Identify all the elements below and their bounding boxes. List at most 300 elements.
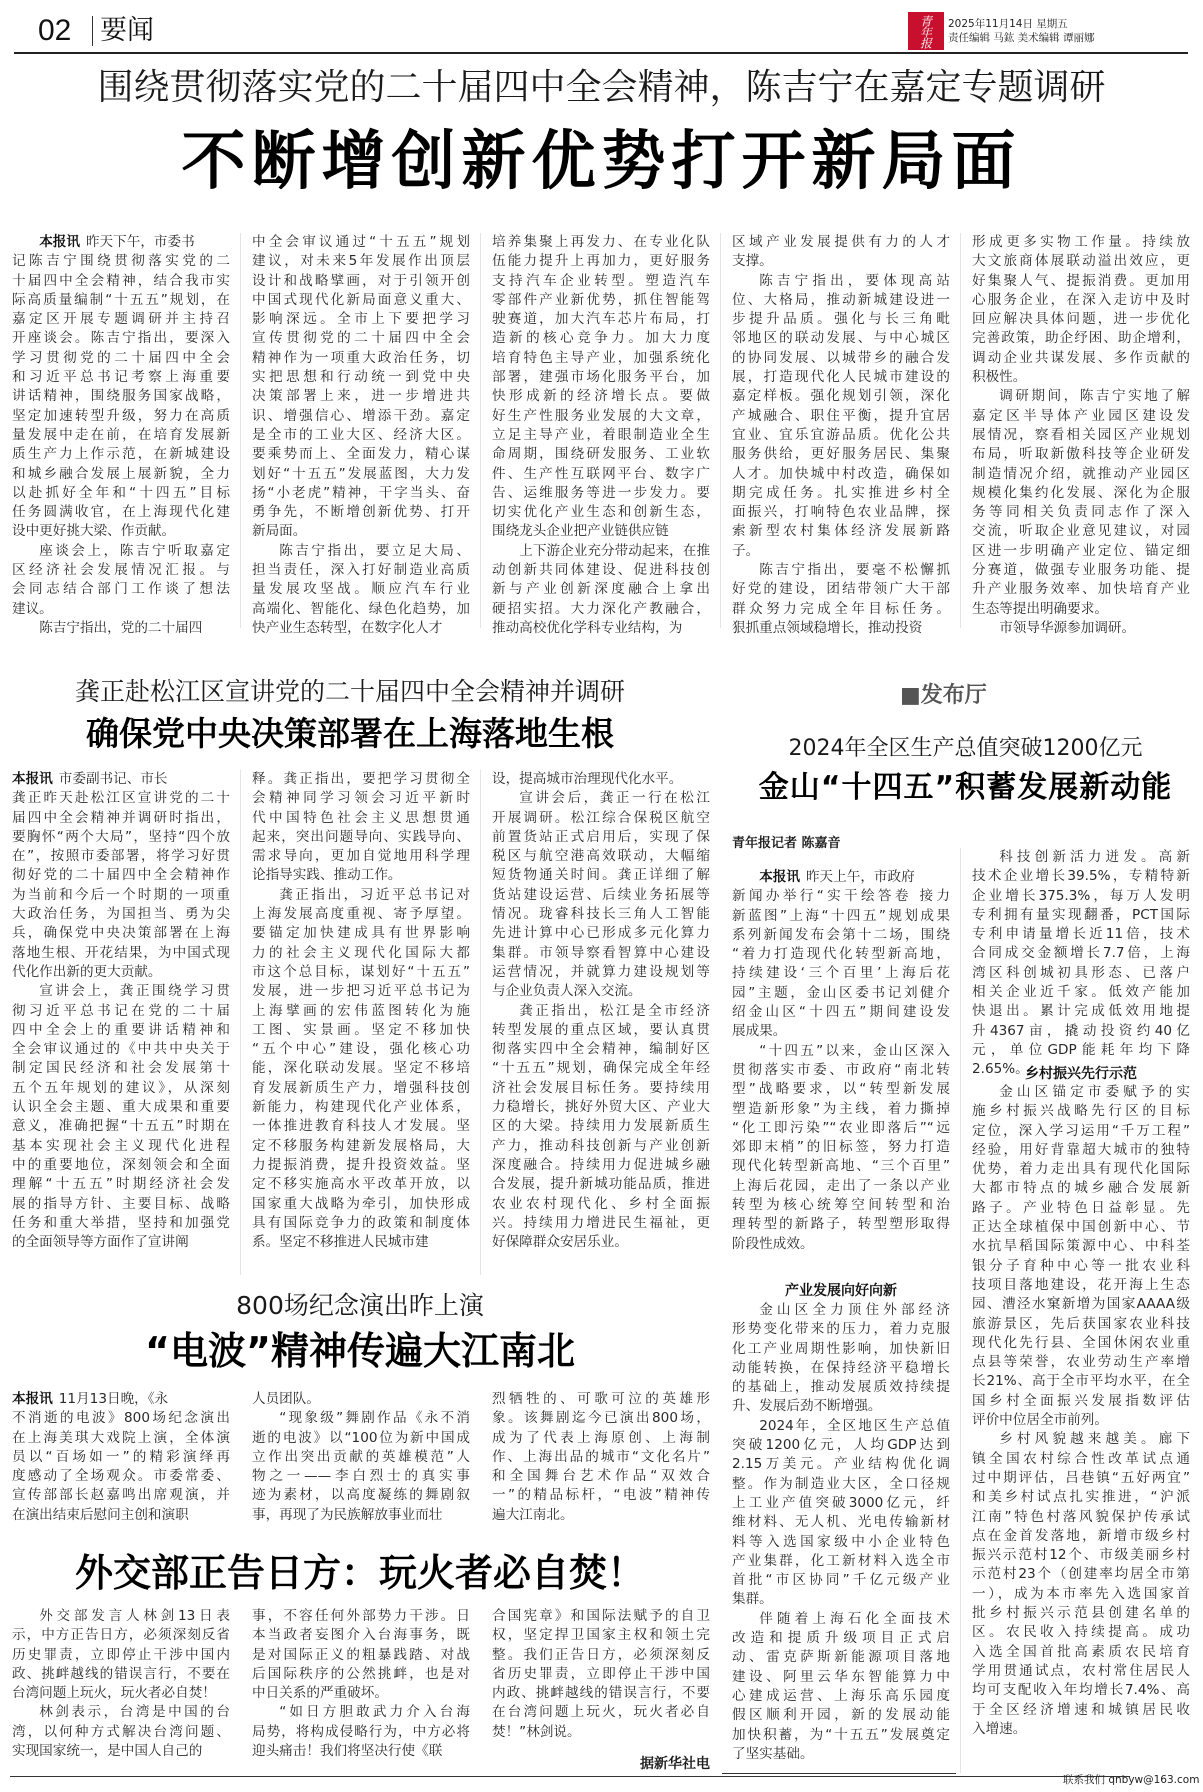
story5-subhead-2: 乡村振兴先行示范	[1025, 1066, 1137, 1082]
text-line: 内政、挑衅越线的错误言行，不要	[492, 1685, 710, 1702]
text-line: 育发展新质生产力，增强科技创	[252, 1079, 470, 1096]
text-line: 在上海美琪大戏院上演，全体演	[12, 1429, 230, 1446]
text-line: 大政治任务，为国担当、勇为尖	[12, 906, 230, 923]
text-line: 本报讯 昨天下午，市委书	[39, 234, 195, 250]
text-line: 镇全国农村综合性改革试点通	[972, 1450, 1190, 1467]
text-line: 形势变化带来的压力，着力克服	[732, 1321, 950, 1338]
text-line: 的协同发展、以城带乡的融合发	[732, 349, 950, 366]
text-line: 政、挑衅越线的错误言行，不要在	[12, 1665, 230, 1682]
text-line: 人才。加快城中村改造，确保如	[732, 465, 950, 482]
text-line: “着力打造现代化转型新高地，	[732, 946, 950, 963]
text-line: 扬“小老虎”精神，干字当头、奋	[252, 484, 470, 501]
text-line: 长21%、高于全市平均水平，在全	[972, 1373, 1190, 1390]
text-line: “如日方胆敢武力介入台海	[279, 1704, 470, 1721]
text-line: 过中期评估，吕巷镇“五好两宜”	[972, 1469, 1190, 1486]
story5-column	[972, 848, 1190, 1080]
text-line: 上海后花园，走出了一条以产业	[732, 1177, 950, 1194]
text-line: 升、发展后劲不断增强。	[732, 1398, 882, 1415]
story5-headline: 金山“十四五”积蓄发展新动能	[758, 770, 1173, 805]
contact-email[interactable]: 联系我们 qnbyw@163.com	[1063, 1774, 1200, 1786]
text-line: 上下游企业充分带动起来，在推	[519, 542, 710, 559]
story2-headline: 确保党中央决策部署在上海落地生根	[86, 714, 614, 753]
text-line: 设，提高城市治理现代化水平。	[492, 771, 683, 787]
text-line: 以赴抓好全年和“十四五”目标	[12, 484, 230, 501]
text-line: 塑造新形象”为主线，着力撕掉	[732, 1100, 950, 1117]
text-line: 嘉定区半导体产业园区建设发	[972, 407, 1190, 424]
story1-column	[732, 233, 950, 638]
text-line: 人员团队。	[252, 1391, 320, 1407]
text-line: 会同志结合部门工作谈了想法	[12, 581, 230, 598]
text-line: 交流，听取企业意见建议，对园	[972, 523, 1190, 540]
text-line: 四中全会上的重要讲话精神和	[12, 1021, 230, 1038]
text-line: 旅游景区，先后获国家农业科技	[972, 1315, 1190, 1332]
text-line: 陈吉宁指出，要立足大局、	[279, 542, 470, 559]
text-line: 中全会审议通过“十五五”规划	[252, 234, 470, 250]
text-line: 逝的电波》以“100位为新中国成	[252, 1429, 470, 1446]
text-line: 首批“市区协同”千亿元级产业	[732, 1572, 950, 1589]
text-line: 索新型农村集体经济发展新路	[732, 523, 950, 540]
text-line: “现象级”舞剧作品《永不消	[279, 1410, 470, 1427]
text-line: 国家重大战略为牵引，加快形成	[252, 1195, 470, 1212]
text-line: 兴。持续用力增进民生福祉，更	[492, 1214, 710, 1231]
text-line: 要胸怀“两个大局”，坚持“四个放	[12, 828, 230, 845]
text-line: 零部件产业新优势，抓住智能驾	[492, 291, 710, 308]
text-line: 假区顺利开园，新的发展动能	[732, 1707, 950, 1724]
story4-headline: 外交部正告日方：玩火者必自焚！	[74, 1551, 645, 1595]
text-line: 上工业产值突破3000亿元，纤	[732, 1494, 950, 1511]
text-line: 能，深化联动发展。坚定不移培	[252, 1060, 470, 1077]
text-line: 宣讲会上，龚正围绕学习贯	[39, 983, 230, 1000]
text-line: 量发展攻坚战。顺应汽车行业	[252, 581, 470, 598]
text-line: 区经济社会发展情况汇报。与	[12, 562, 230, 579]
text-line: 入选全国首批高素质农民培育	[972, 1643, 1190, 1660]
text-line: 展的指导方针、主要目标、战略	[12, 1195, 230, 1212]
text-line: 转型发展的重点区域，要认真贯	[492, 1021, 710, 1038]
story3-headline: “电波”精神传遍大江南北	[145, 1329, 575, 1373]
text-line: 本当政者妄图介入台海事务，既	[252, 1627, 470, 1644]
text-line: 本报讯 11月13日晚，《永	[12, 1391, 169, 1407]
text-line: 贯彻落实市委、市政府“南北转	[732, 1061, 950, 1078]
text-line: 阶段性成效。	[732, 1235, 814, 1252]
text-line: 要锚定加快建成具有世界影响	[252, 925, 470, 942]
text-line: 省历史罪责，立即停止干涉中国	[492, 1665, 710, 1682]
text-line: 料等入选国家级中小企业特色	[732, 1533, 950, 1550]
text-line: 2024年，全区地区生产总值	[759, 1417, 950, 1434]
text-line: 具有国际竞争力的政策和制度体	[252, 1214, 470, 1231]
text-line: 制定国民经济和社会发展第十	[12, 1060, 230, 1077]
text-line: 合同成交金额增长7.7倍，上海	[972, 945, 1190, 962]
text-line: 形成更多实物工作量。持续放	[972, 234, 1190, 250]
text-line: 好集聚人气、提振消费。更加用	[972, 272, 1190, 289]
text-line: 建议。	[12, 600, 53, 617]
text-line: 和城乡融合发展上展新貌，全力	[12, 465, 230, 482]
text-line: 湾区科创城初具形态、已落户	[972, 964, 1190, 981]
text-line: 技术企业增长39.5%，专精特新	[972, 868, 1190, 885]
section-separator	[92, 16, 93, 46]
text-line: 精神作为一项重大政治任务，切	[252, 349, 470, 366]
text-line: 于全区经济增速和城镇居民收	[972, 1701, 1190, 1718]
text-line: 系列新闻发布会第十二场，围绕	[732, 926, 950, 943]
text-line: 影响深远。全市上下要把学习	[252, 311, 470, 328]
text-line: 量发展中走在前，在培育发展新	[12, 426, 230, 443]
text-line: 建设、阿里云华东智能算力中	[732, 1668, 950, 1685]
text-line: 记陈吉宁围绕贯彻落实党的二	[12, 253, 230, 270]
story3-column	[492, 1390, 710, 1525]
text-line: 突破1200亿元，人均GDP达到	[732, 1437, 950, 1454]
story4-column	[12, 1607, 230, 1761]
text-line: 定不移实施高水平改革开放，以	[252, 1176, 470, 1193]
text-line: 嘉定区开展专题调研并主持召	[12, 311, 230, 328]
text-line: 新能力，构建现代化产业体系，	[252, 1099, 470, 1116]
text-line: 任务圆满收官，在上海现代化建	[12, 504, 230, 521]
text-line: 整。我们正告日方，必须深刻反	[492, 1646, 710, 1663]
text-line: 优势，着力走出具有现代化国际	[972, 1161, 1190, 1178]
text-line: 产业集群，化工新材料入选全市	[732, 1552, 950, 1569]
column-divider	[240, 233, 241, 628]
text-line: 实现国家统一，是中国人自己的	[12, 1743, 203, 1760]
text-line: 理转型的新路子，转型塑形取得	[732, 1216, 950, 1233]
text-line: 代化作出新的更大贡献。	[12, 963, 162, 980]
text-line: 期完成任务。扎实推进乡村全	[732, 484, 950, 501]
text-line: 度感动了全场观众。市委常委、	[12, 1468, 230, 1485]
page-number: 02	[38, 14, 72, 47]
text-line: 外交部发言人林剑13日表	[39, 1608, 230, 1624]
text-line: 先进计算中心已形成多元化算力	[492, 925, 710, 942]
newspaper-logo: 青年报	[908, 12, 944, 50]
text-line: “五个中心”建设，强化核心功	[252, 1041, 470, 1058]
column-divider	[480, 770, 481, 1275]
text-line: 税区与航空港高效联动，大幅缩	[492, 848, 710, 865]
text-line: 造新的核心竞争力。加大力度	[492, 330, 710, 347]
text-line: 学用贯通试点，农村常住居民人	[972, 1662, 1190, 1679]
text-line: 系。坚定不移推进人民城市建	[252, 1234, 429, 1251]
text-line: 务等同相关负责同志作了深入	[972, 504, 1190, 521]
text-line: 际高质量编制“十五五”规划，在	[12, 291, 230, 308]
text-line: 振兴示范村12个、市级美丽乡村	[972, 1547, 1190, 1564]
text-line: 深度融合。持续用力促进城乡融	[492, 1156, 710, 1173]
text-line: 加快积蓄，为“十五五”发展奠定	[732, 1726, 950, 1743]
text-line: 烈牺牲的、可歌可泣的英雄形	[492, 1391, 710, 1407]
text-line: 意义，准确把握“十五五”时期在	[12, 1118, 230, 1135]
dateline-lead: 本报讯	[39, 234, 80, 250]
text-line: 迎头痛击！我们将坚决行使《联	[252, 1743, 443, 1760]
story1-column	[252, 233, 470, 638]
text-line: 分赛道，做强专业服务功能、提	[972, 562, 1190, 579]
text-line: 一），成为本市率先入选国家首	[972, 1585, 1190, 1602]
text-line: 立作出突出贡献的英雄模范”人	[252, 1448, 470, 1465]
story5-kicker: 2024年全区生产总值突破1200亿元	[788, 736, 1143, 761]
text-line: 规模化集约化发展、深化为企服	[972, 484, 1190, 501]
text-line: 示，中方正告日方，必须深刻反省	[12, 1627, 230, 1644]
text-line: 和习近平总书记考察上海重要	[12, 369, 230, 386]
text-line: 中国式现代化新局面意义重大、	[252, 291, 470, 308]
text-line: 示范村23个（创建率均居全市第	[972, 1566, 1190, 1583]
story4-source: 据新华社电	[640, 1756, 710, 1772]
text-line: 象。该舞剧迄今已演出800场，	[492, 1410, 710, 1427]
text-line: 作、上海出品的城市“文化名片”	[492, 1448, 710, 1465]
column-divider	[240, 770, 241, 1275]
text-line: 好党的建设，团结带领广大干部	[732, 581, 950, 598]
text-line: 讲话精神，围绕服务国家战略，	[12, 388, 230, 405]
text-line: 大文旅商体展联动溢出效应，更	[972, 253, 1190, 270]
text-line: 改造和提质升级项目正式启	[732, 1630, 950, 1647]
text-line: 快产业生态转型，在数字化人才	[252, 619, 443, 636]
text-line: 会精神同学习领会习近平新时	[252, 790, 470, 807]
text-line: 路子。产业特色日益彰显。先	[972, 1199, 1190, 1216]
text-line: 货站建设运营、后续业务拓展等	[492, 886, 710, 903]
text-line: 员以“百场如一”的精彩演绎再	[12, 1448, 230, 1465]
text-line: 银分子育种中心等一批农业科	[972, 1257, 1190, 1274]
text-line: 心建成运营、上海乐高乐园度	[732, 1687, 950, 1704]
story2-column	[252, 770, 470, 1252]
text-line: 型”战略要求，以“转型新发展	[732, 1081, 950, 1098]
text-line: 绍金山区“十四五”期间建设发	[732, 1004, 950, 1021]
text-line: 好保障群众安居乐业。	[492, 1234, 628, 1251]
story5-column	[732, 1301, 950, 1764]
editors-credit: 责任编辑 马鈜 美术编辑 谭丽娜	[948, 32, 1095, 44]
text-line: 产力，推动科技创新与产业创新	[492, 1137, 710, 1154]
text-line: 在”，按照市委部署，将学习好贯	[12, 848, 230, 865]
text-line: 专利拥有量实现翻番，PCT国际	[972, 906, 1190, 923]
section-name: 要闻	[100, 15, 154, 46]
text-line: 了坚实基础。	[732, 1745, 814, 1762]
text-line: 展，打造现代化人民城市建设的	[732, 369, 950, 386]
text-line: 施乡村振兴战略先行区的目标	[972, 1103, 1190, 1120]
text-line: 新局面。	[252, 523, 307, 540]
column-divider	[720, 233, 721, 628]
text-line: 区的大梁。持续用力发展新质生	[492, 1118, 710, 1135]
text-line: 化工产业周期性影响，加快新旧	[732, 1340, 950, 1357]
text-line: 推动高校优化学科专业结构，为	[492, 619, 683, 636]
text-line: 快退出。累计完成低效用地提	[972, 1003, 1190, 1020]
text-line: 经验，用好背靠超大城市的独特	[972, 1141, 1190, 1158]
text-line: 与企业负责人深入交流。	[492, 983, 642, 1000]
text-line: 论指导实践、推动工作。	[252, 867, 402, 884]
text-line: 升产业服务效率、加快培育产业	[972, 581, 1190, 598]
text-line: 的全面领导等方面作了宣讲阐	[12, 1234, 189, 1251]
text-line: 兵，确保党中央决策部署在上海	[12, 925, 230, 942]
text-line: 国乡村全面振兴发展指数评估	[972, 1392, 1190, 1409]
text-line: 工图、实景画。坚定不移加快	[252, 1021, 470, 1038]
text-line: 命周期，围绕研发服务、工业软	[492, 446, 710, 463]
text-line: 件、生产性互联网平台、数字广	[492, 465, 710, 482]
text-line: 评价中位居全市前列。	[972, 1412, 1108, 1429]
text-line: 心服务企业，在深入走访中及时	[972, 291, 1190, 308]
text-line: 台湾问题上玩火，玩火者必自焚！	[12, 1685, 216, 1702]
text-line: 培养集聚上再发力、在专业化队	[492, 234, 710, 250]
text-line: 企业增长375.3%，每万人发明	[972, 887, 1190, 904]
text-line: 济社会发展目标任务。要持续用	[492, 1079, 710, 1096]
text-line: 湾，以何种方式解决台湾问题、	[12, 1723, 230, 1740]
text-line: 硬招实招。大力深化产教融合，	[492, 600, 710, 617]
story3-kicker: 800场纪念演出昨上演	[236, 1291, 484, 1320]
text-line: 代中国特色社会主义思想贯通	[252, 809, 470, 826]
text-line: 切实优化产业生态和创新生态，	[492, 504, 710, 521]
text-line: 释。龚正指出，要把学习贯彻全	[252, 771, 470, 787]
text-line: 群众努力完成全年目标任务。	[732, 600, 950, 617]
text-line: 短货物通关时间。龚正详细了解	[492, 867, 710, 884]
text-line: 划好“十五五”发展蓝图，大力发	[252, 465, 470, 482]
text-line: 是对国际正义的粗暴践踏、对战	[252, 1646, 470, 1663]
text-line: 点在金首发落地，新增市级乡村	[972, 1527, 1190, 1544]
text-line: 事，再现了为民族解放事业而壮	[252, 1506, 443, 1523]
text-line: 开展调研。松江综合保税区航空	[492, 809, 710, 826]
text-line: 市领导华源参加调研。	[999, 619, 1136, 636]
text-line: 宜业、宜乐宜游品质。优化公共	[732, 426, 950, 443]
text-line: 合国宪章》和国际法赋予的自卫	[492, 1608, 710, 1624]
text-line: 整。作为制造业大区，全口径规	[732, 1475, 950, 1492]
text-line: 龚正指出，松江是全市经济	[519, 1002, 710, 1019]
text-line: 升4367亩，撬动投资约40亿	[972, 1022, 1190, 1039]
text-line: 点县等荣誉，农业劳动生产率增	[972, 1354, 1190, 1371]
text-line: 园”主题，金山区委书记刘健介	[732, 984, 950, 1001]
text-line: 技项目落地建设，花开海上生态	[972, 1276, 1190, 1293]
text-line: 部署，建强市场化服务平台，加	[492, 369, 710, 386]
text-line: 的基础上，推动发展质效持续提	[732, 1379, 950, 1396]
story5-column	[972, 1083, 1190, 1739]
text-line: 支撑。	[732, 253, 773, 270]
story1-column	[12, 233, 230, 638]
story4-column	[492, 1607, 710, 1742]
text-line: 集群。	[732, 1591, 773, 1608]
text-line: 上海擘画的宏伟蓝图转化为施	[252, 1002, 470, 1019]
story1-kicker: 围绕贯彻落实党的二十届四中全会精神，陈吉宁在嘉定专题调研	[97, 67, 1106, 108]
text-line: 宣传贯彻党的二十届四中全会	[252, 330, 470, 347]
text-line: 迹为素材，以高度凝练的舞剧叙	[252, 1487, 470, 1504]
text-line: 本报讯 昨天上午，市政府	[759, 869, 915, 885]
text-line: 立足主导产业，着眼制造业全生	[492, 426, 710, 443]
text-line: 快形成新的经济增长点。要做	[492, 388, 710, 405]
text-line: 林剑表示，台湾是中国的台	[39, 1704, 230, 1721]
text-line: 现代化转型新高地、“三个百里”	[732, 1158, 950, 1175]
text-line: 调动企业共谋发展、多作贡献的	[972, 349, 1190, 366]
text-line: 动创新共同体建设、促进科技创	[492, 562, 710, 579]
text-line: 本报讯 市委副书记、市长	[12, 771, 168, 787]
text-line: 前置货站正式启用后，实现了保	[492, 828, 710, 845]
text-line: 新与产业创新深度融合上拿出	[492, 581, 710, 598]
text-line: 驶赛道，加大汽车芯片布局，打	[492, 311, 710, 328]
text-line: 和美乡村试点扎实推进，“沪派	[972, 1489, 1190, 1506]
text-line: 面振兴，打响特色农业品牌，探	[732, 504, 950, 521]
text-line: 培育特色主导产业，加强系统化	[492, 349, 710, 366]
text-line: 集群。市领导察看智算中心建设	[492, 944, 710, 961]
text-line: 区域产业发展提供有力的人才	[732, 234, 950, 250]
dateline-lead: 本报讯	[12, 1391, 53, 1407]
text-line: 陈吉宁指出，要毫不松懈抓	[759, 562, 950, 579]
text-line: 中的重要地位，深刻领会和全面	[12, 1156, 230, 1173]
issue-date: 2025年11月14日 星期五	[948, 18, 1068, 30]
column-divider	[480, 233, 481, 628]
text-line: 子。	[732, 542, 760, 559]
story2-kicker: 龚正赴松江区宣讲党的二十届四中全会精神并调研	[74, 677, 625, 706]
text-line: 届四中全会精神并调研时指出，	[12, 809, 230, 826]
text-line: 伴随着上海石化全面技术	[759, 1610, 950, 1627]
story5-subhead-1: 产业发展向好向新	[785, 1283, 897, 1299]
text-line: 大都市特点的城乡融合发展新	[972, 1180, 1190, 1197]
text-line: 设计和战略擘画，对于引领开创	[252, 272, 470, 289]
story2-column	[492, 770, 710, 1252]
text-line: 正达全球植保中国创新中心、节	[972, 1219, 1190, 1236]
text-line: 建议，对未来5年发展作出顶层	[252, 253, 470, 270]
text-line: 力的社会主义现代化国际大都	[252, 944, 470, 961]
text-line: 支持汽车企业转型。塑造汽车	[492, 272, 710, 289]
text-line: 全会审议通过的《中共中央关于	[12, 1041, 230, 1058]
story5-column	[732, 868, 950, 1254]
text-line: 维材料、无人机、光电传输新材	[732, 1514, 950, 1531]
text-line: 情况。珑睿科技长三角人工智能	[492, 906, 710, 923]
text-line: 龚正昨天赴松江区宣讲党的二十	[12, 790, 230, 807]
text-line: 合发展，提升新城功能品质，推进	[492, 1176, 710, 1193]
text-line: 均可支配收入年均增长7.4%、高	[972, 1682, 1190, 1699]
text-line: 调研期间，陈吉宁实地了解	[999, 388, 1190, 405]
dateline-lead: 本报讯	[759, 869, 800, 885]
text-line: 中日关系的严重破坏。	[252, 1685, 388, 1702]
text-line: 彻习近平总书记在党的二十届	[12, 1002, 230, 1019]
text-line: 任务和重大举措，坚持和加强党	[12, 1214, 230, 1231]
bottom-rule	[10, 1776, 1130, 1777]
text-line: 彻落实四中全会精神，编制好区	[492, 1041, 710, 1058]
text-line: 展成果。	[732, 1023, 787, 1040]
story3-column	[252, 1390, 470, 1525]
text-line: 事，不容任何外部势力干涉。日	[252, 1608, 470, 1624]
text-line: 起来，突出问题导向、实践导向、	[252, 828, 470, 845]
text-line: 不消逝的电波》800场纪念演出	[12, 1410, 230, 1427]
text-line: “十四五”以来，金山区深入	[759, 1042, 950, 1059]
story5-end-rule	[722, 1773, 956, 1774]
text-line: 市这个总目标，谋划好“十五五”	[252, 963, 470, 980]
text-line: 认识全会主题、重大成果和重要	[12, 1099, 230, 1116]
text-line: 动、雷克萨斯新能源项目落地	[732, 1649, 950, 1666]
story5-byline: 青年报记者 陈嘉音	[732, 836, 841, 851]
text-line: 相关企业近千家。低效产能加	[972, 984, 1190, 1001]
text-line: 嘉定样板。强化规划引领，深化	[732, 388, 950, 405]
text-line: 力提振消费，提升投资效益。坚	[252, 1156, 470, 1173]
text-line: 宣传部部长赵嘉鸣出席观演，并	[12, 1487, 230, 1504]
text-line: 后国际秩序的公然挑衅，也是对	[252, 1665, 470, 1682]
text-line: 狠抓重点领域稳增长，推动投资	[732, 619, 923, 636]
text-line: 基本实现社会主义现代化进程	[12, 1137, 230, 1154]
text-line: 质生产力上作示范，在新城建设	[12, 446, 230, 463]
text-line: 一”的精品标杆，“电波”精神传	[492, 1487, 710, 1504]
text-line: 理解“十五五”时期经济社会发	[12, 1176, 230, 1193]
story1-column	[972, 233, 1190, 638]
text-line: 五个五年规划的建议》，从深刻	[12, 1079, 230, 1096]
text-line: 物之一——李白烈士的真实事	[252, 1468, 470, 1485]
text-line: 实把思想和行动统一到党中央	[252, 369, 470, 386]
story1-headline: 不断增创新优势打开新局面	[181, 125, 1022, 199]
text-line: 步提升品质。强化与长三角毗	[732, 311, 950, 328]
column-divider	[960, 848, 961, 1773]
text-line: 服务供给，更好服务居民、集聚	[732, 446, 950, 463]
text-line: 水抗旱稻国际策源中心、中科荃	[972, 1238, 1190, 1255]
text-line: “化工即污染”“农业即落后”“远	[732, 1119, 950, 1136]
text-line: 积极性。	[972, 369, 1027, 386]
text-line: 江南”特色村落风貌保护传承试	[972, 1508, 1190, 1525]
text-line: 遍大江南北。	[492, 1506, 574, 1523]
text-line: 和全国舞台艺术作品“双效合	[492, 1468, 710, 1485]
text-line: 布局，听取新傲科技等企业研发	[972, 446, 1190, 463]
text-line: 区进一步明确产业定位、锚定细	[972, 542, 1190, 559]
text-line: 展情况，察看相关园区产业规划	[972, 426, 1190, 443]
text-line: 担当责任，深入打好制造业高质	[252, 562, 470, 579]
text-line: 需求导向，更加自觉地用科学理	[252, 848, 470, 865]
text-line: 金山区锚定市委赋予的实	[999, 1084, 1190, 1100]
text-line: 现代化先行县、全国休闲农业重	[972, 1334, 1190, 1351]
text-line: 位、大格局，推动新城建设进一	[732, 291, 950, 308]
text-line: 坚定加速转型升级，努力在高质	[12, 407, 230, 424]
text-line: 高端化、智能化、绿色化趋势，加	[252, 600, 470, 617]
text-line: 区。农民收入持续提高。成功	[972, 1624, 1190, 1641]
